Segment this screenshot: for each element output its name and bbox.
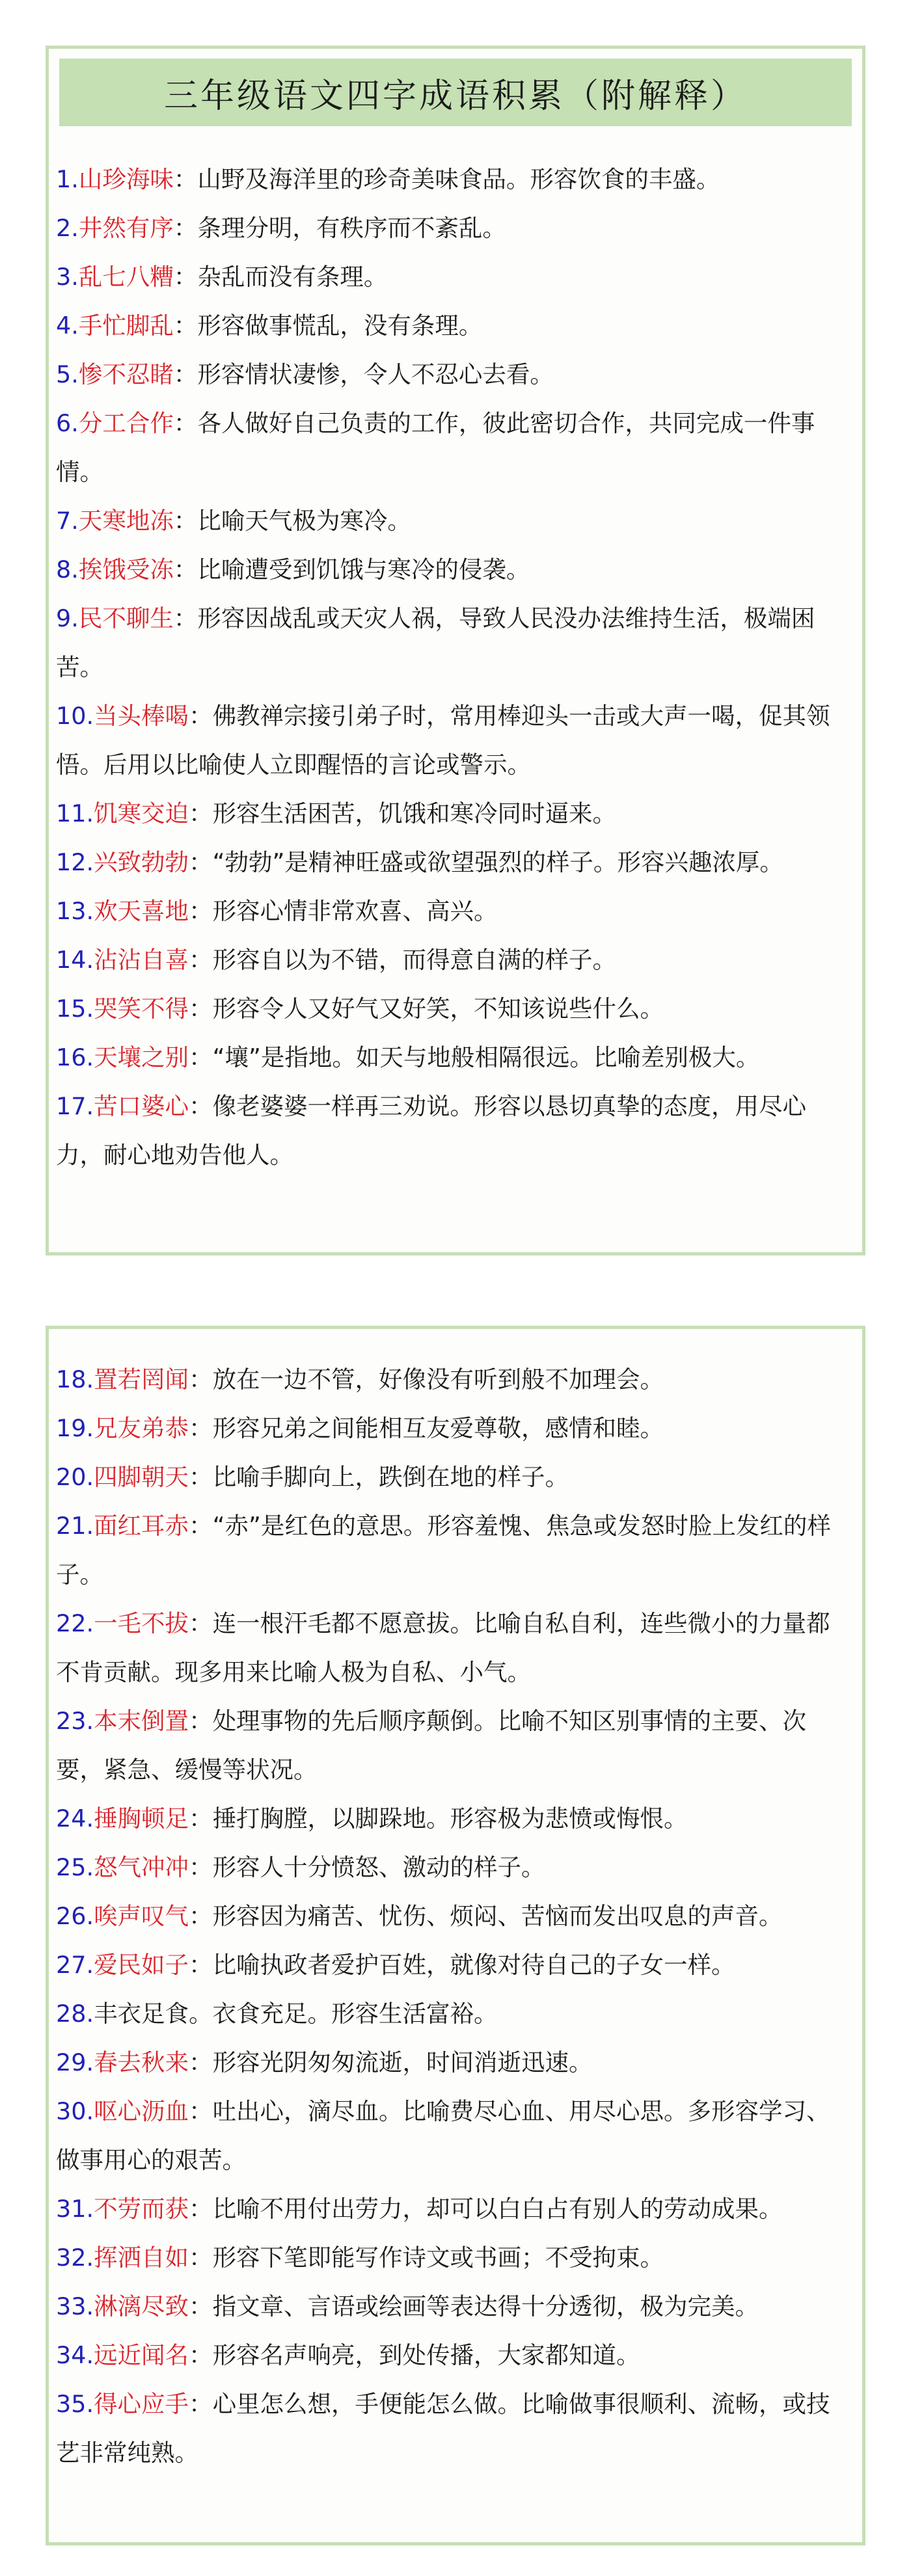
idiom-definition: 各人做好自己负责的工作，彼此密切合作，共同完成一件事情。 (56, 409, 815, 486)
idiom-number: 23. (56, 1707, 94, 1735)
idiom-separator: ： (189, 2341, 213, 2369)
idiom-separator: ： (189, 1512, 213, 1540)
idiom-entry (56, 545, 853, 594)
idiom-number: 29. (56, 2048, 94, 2076)
idiom-card-2 (46, 1326, 865, 2545)
idiom-entry (56, 2331, 853, 2380)
idiom-definition: 形容因为痛苦、忧伤、烦闷、苦恼而发出叹息的声音。 (212, 1902, 783, 1930)
idiom-entry (56, 887, 853, 935)
idiom-definition: 比喻遭受到饥饿与寒冷的侵袭。 (197, 556, 530, 584)
idiom-definition: 佛教禅宗接引弟子时，常用棒迎头一击或大声一喝，促其领悟。后用以比喻使人立即醒悟的言论或警示。 (56, 702, 830, 779)
idiom-term: 兴致勃勃 (94, 848, 189, 876)
idiom-number: 14. (56, 946, 94, 974)
idiom-number: 7. (56, 507, 79, 535)
idiom-definition: 形容令人又好气又好笑，不知该说些什么。 (212, 995, 664, 1023)
idiom-separator: ： (189, 1609, 213, 1637)
idiom-term: 一毛不拔 (94, 1609, 189, 1637)
idiom-separator: ： (189, 1414, 213, 1442)
idiom-term: 远近闻名 (94, 2341, 189, 2369)
idiom-separator: ： (189, 2292, 213, 2320)
idiom-separator: ： (173, 360, 198, 388)
idiom-definition: 比喻手脚向上，跌倒在地的样子。 (212, 1463, 569, 1491)
idiom-definition: 捶打胸膛，以脚跺地。形容极为悲愤或悔恨。 (212, 1805, 688, 1832)
idiom-entry (56, 1453, 853, 1501)
idiom-entry (56, 1843, 853, 1892)
idiom-entry (56, 1033, 853, 1082)
idiom-definition: “勃勃”是精神旺盛或欲望强烈的样子。形容兴趣浓厚。 (212, 848, 783, 876)
idiom-number: 9. (56, 604, 79, 632)
idiom-number: 27. (56, 1951, 94, 1979)
idiom-term: 丰衣足食 (94, 2000, 189, 2028)
idiom-entry (56, 301, 853, 350)
idiom-number: 34. (56, 2341, 94, 2369)
idiom-entry (56, 984, 853, 1033)
idiom-number: 35. (56, 2390, 94, 2418)
idiom-term: 淋漓尽致 (94, 2292, 189, 2320)
idiom-entry (56, 691, 853, 789)
idiom-entry (56, 2038, 853, 2087)
idiom-entry (56, 2282, 853, 2331)
idiom-separator: ： (173, 312, 198, 340)
idiom-term: 挥洒自如 (94, 2244, 189, 2272)
idiom-number: 24. (56, 1805, 94, 1832)
idiom-term: 分工合作 (78, 409, 174, 437)
idiom-separator: ： (189, 1951, 213, 1979)
idiom-entry (56, 1404, 853, 1453)
idiom-term: 不劳而获 (94, 2195, 189, 2223)
idiom-entry (56, 1989, 853, 2038)
idiom-number: 1. (56, 165, 79, 193)
idiom-entry (56, 789, 853, 838)
idiom-entry (56, 935, 853, 984)
idiom-number: 30. (56, 2097, 94, 2125)
idiom-definition: 条理分明，有秩序而不紊乱。 (197, 214, 506, 242)
idiom-term: 兄友弟恭 (94, 1414, 189, 1442)
idiom-term: 惨不忍睹 (78, 360, 174, 388)
idiom-entry (56, 252, 853, 301)
idiom-entry (56, 2233, 853, 2282)
idiom-definition: 比喻天气极为寒冷。 (197, 507, 411, 535)
idiom-separator: ： (189, 1092, 213, 1120)
idiom-definition: 放在一边不管，好像没有听到般不加理会。 (212, 1365, 664, 1393)
idiom-number: 5. (56, 360, 79, 388)
idiom-separator: ： (173, 409, 198, 437)
idiom-entry (56, 204, 853, 252)
idiom-definition: 形容下笔即能写作诗文或书画；不受拘束。 (212, 2244, 664, 2272)
idiom-entry (56, 1501, 853, 1599)
idiom-separator: ： (189, 1365, 213, 1393)
idiom-separator: ： (189, 2195, 213, 2223)
idiom-term: 本末倒置 (94, 1707, 189, 1735)
idiom-separator: ： (189, 2097, 213, 2125)
idiom-number: 20. (56, 1463, 94, 1491)
idiom-definition: 形容做事慌乱，没有条理。 (197, 312, 483, 340)
idiom-term: 山珍海味 (78, 165, 174, 193)
idiom-separator: ： (173, 263, 198, 291)
idiom-definition: “赤”是红色的意思。形容羞愧、焦急或发怒时脸上发红的样子。 (56, 1512, 831, 1589)
idiom-definition: 处理事物的先后顺序颠倒。比喻不知区别事情的主要、次要，紧急、缓慢等状况。 (56, 1707, 807, 1784)
idiom-list (56, 155, 853, 1179)
idiom-term: 呕心沥血 (94, 2097, 189, 2125)
idiom-entry (56, 1940, 853, 1989)
idiom-term: 饥寒交迫 (94, 799, 189, 827)
idiom-term: 捶胸顿足 (94, 1805, 189, 1832)
idiom-separator: ： (189, 848, 213, 876)
idiom-entry (56, 2380, 853, 2477)
idiom-separator: ： (189, 995, 213, 1023)
idiom-entry (56, 1599, 853, 1697)
idiom-separator: ： (189, 2244, 213, 2272)
idiom-term: 怒气冲冲 (94, 1853, 189, 1881)
idiom-definition: 比喻执政者爱护百姓，就像对待自己的子女一样。 (212, 1951, 735, 1979)
idiom-definition: 比喻不用付出劳力，却可以白白占有别人的劳动成果。 (212, 2195, 783, 2223)
idiom-entry (56, 2087, 853, 2184)
idiom-number: 18. (56, 1365, 94, 1393)
idiom-definition: 形容人十分愤怒、激动的样子。 (212, 1853, 545, 1881)
idiom-definition: 像老婆婆一样再三劝说。形容以恳切真挚的态度，用尽心力，耐心地劝告他人。 (56, 1092, 807, 1169)
idiom-definition: 形容生活困苦，饥饿和寒冷同时逼来。 (212, 799, 617, 827)
idiom-term: 手忙脚乱 (78, 312, 174, 340)
idiom-separator: ： (189, 1853, 213, 1881)
idiom-definition: 形容情状凄惨，令人不忍心去看。 (197, 360, 554, 388)
idiom-term: 哭笑不得 (94, 995, 189, 1023)
idiom-term: 得心应手 (94, 2390, 189, 2418)
idiom-number: 12. (56, 848, 94, 876)
idiom-definition: 形容兄弟之间能相互友爱尊敬，感情和睦。 (212, 1414, 664, 1442)
idiom-term: 天壤之别 (94, 1043, 189, 1071)
idiom-separator: ： (189, 1043, 213, 1071)
idiom-entry (56, 155, 853, 204)
idiom-definition: 形容自以为不错，而得意自满的样子。 (212, 946, 617, 974)
idiom-separator: ： (189, 2048, 213, 2076)
idiom-entry (56, 350, 853, 399)
idiom-list (56, 1355, 853, 2477)
idiom-definition: 形容因战乱或天灾人祸，导致人民没办法维持生活，极端困苦。 (56, 604, 815, 681)
idiom-number: 8. (56, 556, 79, 584)
idiom-term: 乱七八糟 (78, 263, 174, 291)
idiom-separator: ： (189, 897, 213, 925)
idiom-definition: 心里怎么想，手便能怎么做。比喻做事很顺利、流畅，或技艺非常纯熟。 (56, 2390, 830, 2467)
idiom-definition: 山野及海洋里的珍奇美味食品。形容饮食的丰盛。 (197, 165, 720, 193)
idiom-number: 4. (56, 312, 79, 340)
idiom-number: 17. (56, 1092, 94, 1120)
idiom-term: 唉声叹气 (94, 1902, 189, 1930)
idiom-definition: 连一根汗毛都不愿意拔。比喻自私自利，连些微小的力量都不肯贡献。现多用来比喻人极为自私、小气。 (56, 1609, 830, 1686)
idiom-term: 天寒地冻 (78, 507, 174, 535)
idiom-definition: 指文章、言语或绘画等表达得十分透彻，极为完美。 (212, 2292, 759, 2320)
idiom-number: 16. (56, 1043, 94, 1071)
idiom-entry (56, 1697, 853, 1794)
idiom-definition: 杂乱而没有条理。 (197, 263, 388, 291)
idiom-separator: ： (189, 946, 213, 974)
idiom-term: 民不聊生 (78, 604, 174, 632)
idiom-entry (56, 838, 853, 887)
idiom-number: 32. (56, 2244, 94, 2272)
idiom-definition: 衣食充足。形容生活富裕。 (212, 2000, 498, 2028)
idiom-separator: ： (189, 799, 213, 827)
idiom-separator: ： (189, 1463, 213, 1491)
idiom-entry (56, 496, 853, 545)
idiom-definition: 形容心情非常欢喜、高兴。 (212, 897, 498, 925)
idiom-entry (56, 594, 853, 691)
idiom-term: 苦口婆心 (94, 1092, 189, 1120)
idiom-term: 挨饿受冻 (78, 556, 174, 584)
idiom-separator: ： (189, 2390, 213, 2418)
idiom-number: 13. (56, 897, 94, 925)
idiom-number: 25. (56, 1853, 94, 1881)
idiom-number: 33. (56, 2292, 94, 2320)
idiom-term: 四脚朝天 (94, 1463, 189, 1491)
idiom-term: 当头棒喝 (94, 702, 189, 730)
idiom-number: 26. (56, 1902, 94, 1930)
idiom-entry (56, 1082, 853, 1179)
idiom-entry (56, 2184, 853, 2233)
idiom-term: 置若罔闻 (94, 1365, 189, 1393)
idiom-separator: 。 (189, 2000, 213, 2028)
idiom-number: 22. (56, 1609, 94, 1637)
idiom-term: 爱民如子 (94, 1951, 189, 1979)
idiom-number: 28. (56, 2000, 94, 2028)
idiom-entry (56, 399, 853, 496)
idiom-separator: ： (173, 165, 198, 193)
idiom-definition: “壤”是指地。如天与地般相隔很远。比喻差别极大。 (212, 1043, 760, 1071)
idiom-definition: 吐出心，滴尽血。比喻费尽心血、用尽心思。多形容学习、做事用心的艰苦。 (56, 2097, 830, 2174)
idiom-entry (56, 1355, 853, 1404)
idiom-separator: ： (173, 604, 198, 632)
idiom-separator: ： (173, 507, 198, 535)
idiom-separator: ： (189, 1707, 213, 1735)
idiom-number: 15. (56, 995, 94, 1023)
idiom-term: 沾沾自喜 (94, 946, 189, 974)
idiom-number: 21. (56, 1512, 94, 1540)
idiom-separator: ： (173, 214, 198, 242)
idiom-number: 10. (56, 702, 94, 730)
idiom-entry (56, 1892, 853, 1940)
idiom-term: 面红耳赤 (94, 1512, 189, 1540)
idiom-number: 11. (56, 799, 94, 827)
idiom-definition: 形容光阴匆匆流逝，时间消逝迅速。 (212, 2048, 593, 2076)
idiom-number: 31. (56, 2195, 94, 2223)
idiom-term: 井然有序 (78, 214, 174, 242)
idiom-number: 2. (56, 214, 79, 242)
idiom-term: 春去秋来 (94, 2048, 189, 2076)
idiom-number: 3. (56, 263, 79, 291)
idiom-entry (56, 1794, 853, 1843)
idiom-separator: ： (189, 702, 213, 730)
idiom-definition: 形容名声响亮，到处传播，大家都知道。 (212, 2341, 640, 2369)
idiom-separator: ： (189, 1805, 213, 1832)
idiom-number: 19. (56, 1414, 94, 1442)
title-banner (59, 59, 852, 126)
idiom-number: 6. (56, 409, 79, 437)
page-title: 三年级语文四字成语积累（附解释） (163, 76, 747, 116)
idiom-separator: ： (189, 1902, 213, 1930)
idiom-term: 欢天喜地 (94, 897, 189, 925)
idiom-card-1 (46, 46, 865, 1255)
idiom-separator: ： (173, 556, 198, 584)
